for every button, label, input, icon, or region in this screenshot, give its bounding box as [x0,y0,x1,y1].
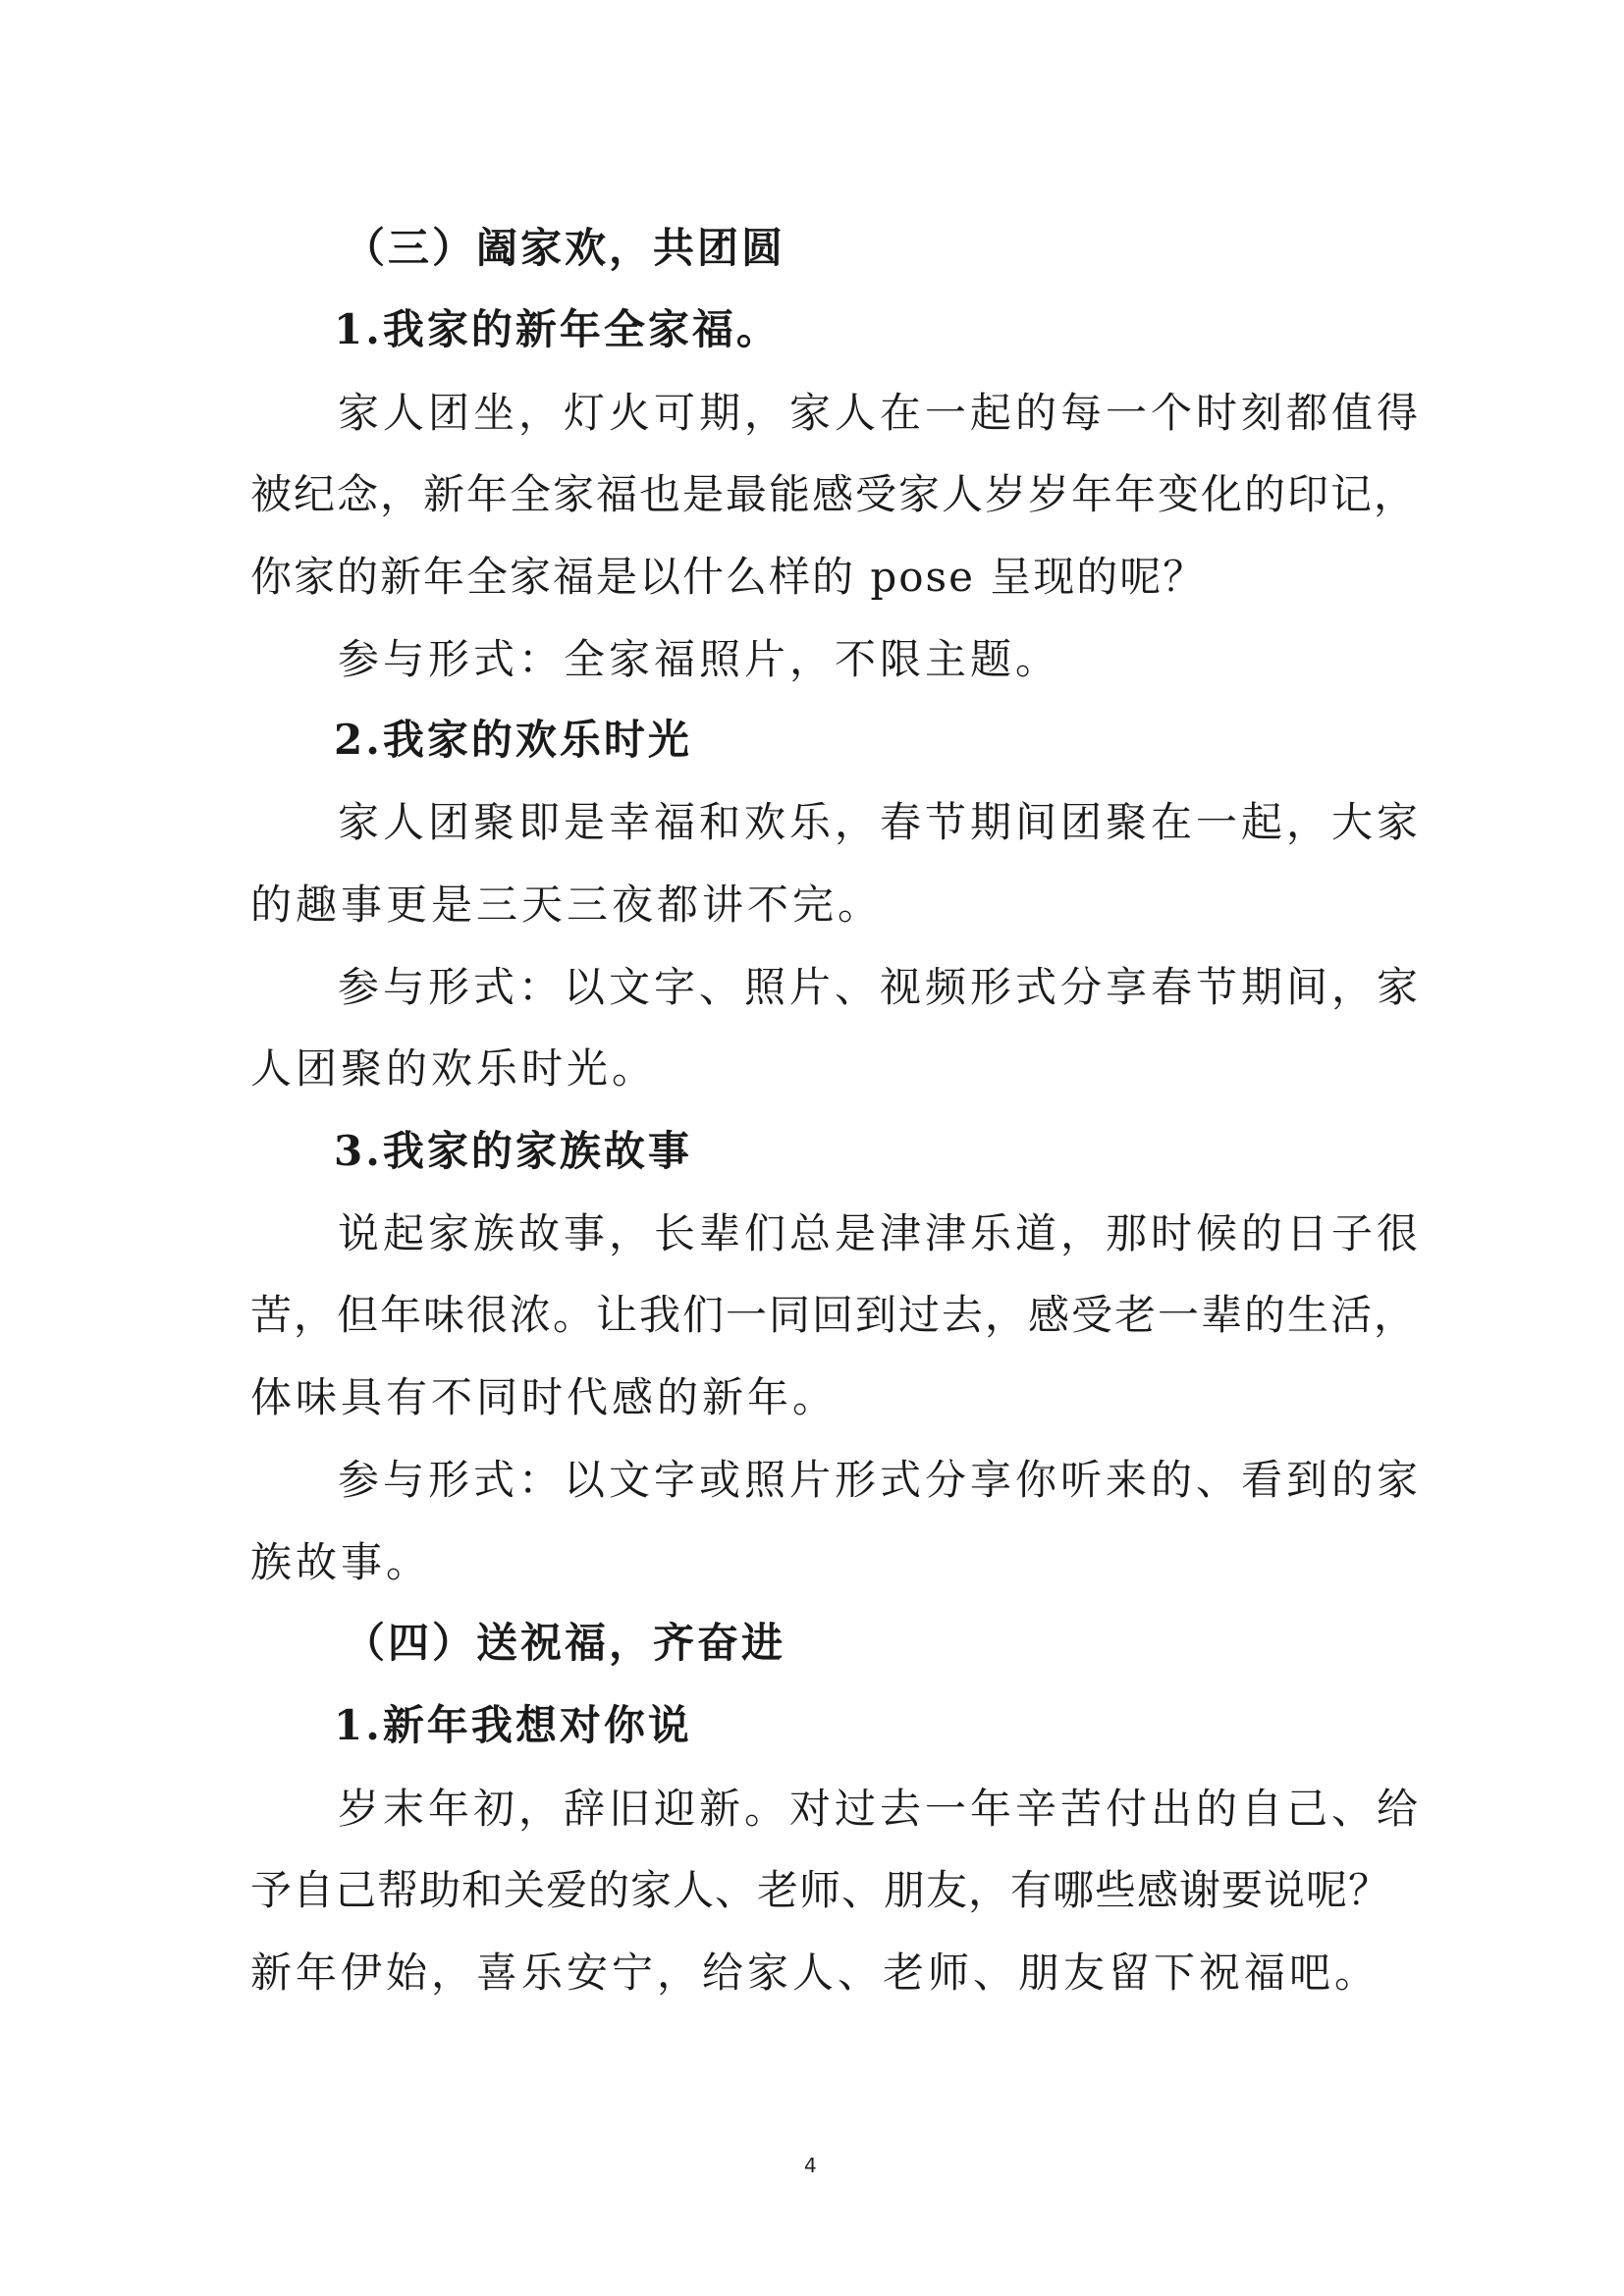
section-3-heading: （三）阖家欢，共团圆 [344,224,786,272]
paragraph-line: 新年伊始，喜乐安宁，给家人、老师、朋友留下祝福吧。 [250,1949,1380,1997]
participation-note: 族故事。 [250,1538,432,1586]
paragraph-line: 你家的新年全家福是以什么样的 pose 呈现的呢？ [250,553,1207,601]
participation-note: 人团聚的欢乐时光。 [250,1044,658,1093]
paragraph-line: 岁末年初，辞旧迎新。对过去一年辛苦付出的自己、给 [338,1785,1423,1833]
item-1-title: 1.新年我想对你说 [334,1701,692,1749]
paragraph-line: 予自己帮助和关爱的家人、老师、朋友，有哪些感谢要说呢？ [250,1866,1391,1914]
paragraph-line: 说起家族故事，长辈们总是津津乐道，那时候的日子很 [338,1209,1423,1257]
item-3-title: 3.我家的家族故事 [334,1127,692,1175]
page-number: 4 [804,2154,817,2177]
participation-note: 参与形式：以文字或照片形式分享你听来的、看到的家 [338,1456,1423,1504]
paragraph-line: 家人团坐，灯火可期，家人在一起的每一个时刻都值得 [338,389,1423,437]
participation-note: 参与形式：全家福照片，不限主题。 [338,635,1061,683]
item-1-title: 1.我家的新年全家福。 [334,305,781,353]
paragraph-line: 被纪念，新年全家福也是最能感受家人岁岁年年变化的印记， [250,470,1418,518]
participation-note: 参与形式：以文字、照片、视频形式分享春节期间，家 [338,963,1423,1011]
paragraph-line: 家人团聚即是幸福和欢乐，春节期间团聚在一起，大家 [338,798,1423,846]
section-4-heading: （四）送祝福，齐奋进 [344,1619,786,1667]
item-2-title: 2.我家的欢乐时光 [334,716,692,764]
paragraph-line: 体味具有不同时代感的新年。 [250,1373,839,1421]
paragraph-line: 的趣事更是三天三夜都讲不完。 [250,881,884,929]
paragraph-line: 苦，但年味很浓。让我们一同回到过去，感受老一辈的生活， [250,1291,1418,1339]
